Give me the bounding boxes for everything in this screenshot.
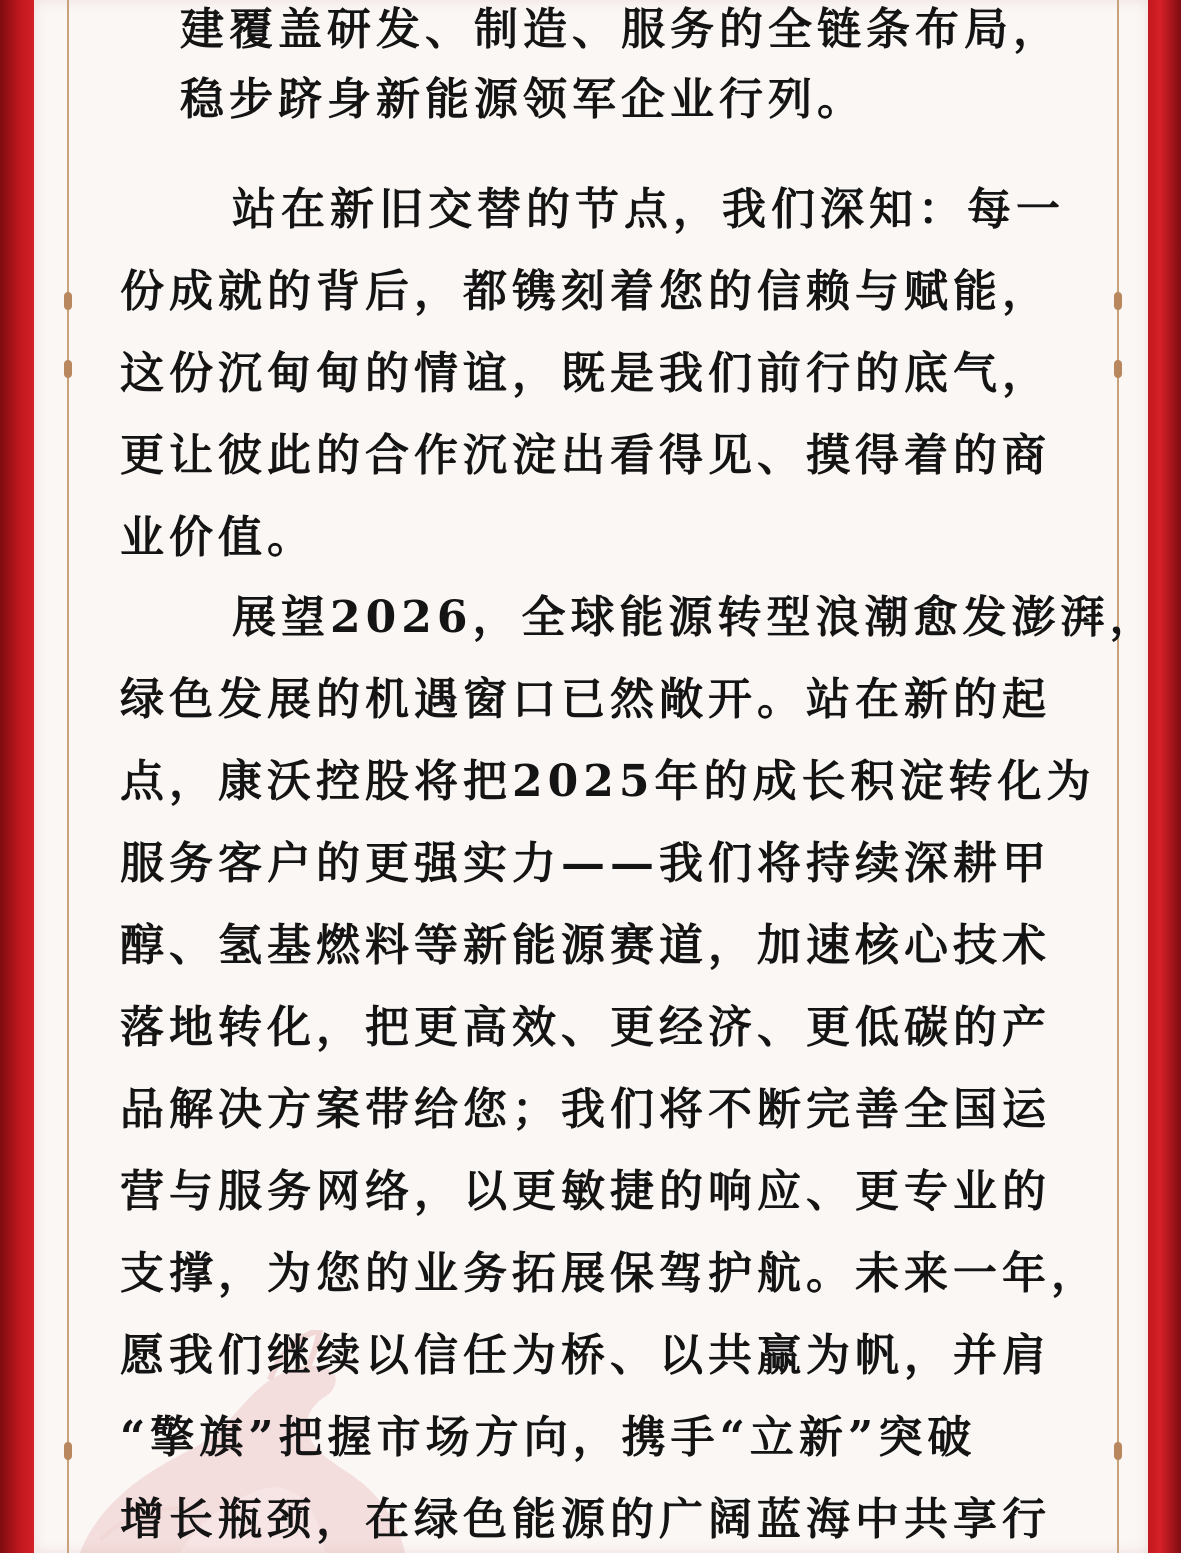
- p3-line-5: 醇、氢基燃料等新能源赛道，加速核心技术: [120, 920, 1051, 971]
- p3-line-2: 绿色发展的机遇窗口已然敞开。站在新的起: [120, 674, 1051, 725]
- ornament-right-mid: [1114, 360, 1122, 378]
- p2-line-2: 份成就的背后，都镌刻着您的信赖与赋能，: [120, 266, 1051, 317]
- ornament-left-upper: [64, 292, 72, 310]
- p3-line-6: 落地转化，把更高效、更经济、更低碳的产: [120, 1002, 1051, 1053]
- p3-line-8: 营与服务网络，以更敏捷的响应、更专业的: [120, 1166, 1051, 1217]
- p3-line-3: 点，康沃控股将把2025年的成长积淀转化为: [120, 756, 1096, 807]
- p3-line-10: 愿我们继续以信任为桥、以共赢为帆，并肩: [120, 1330, 1051, 1381]
- left-gold-rule: [67, 0, 69, 1553]
- p1-line-1: 建覆盖研发、制造、服务的全链条布局，: [180, 4, 1062, 55]
- p3-line-1: 展望2026，全球能源转型浪潮愈发澎湃，: [232, 592, 1159, 643]
- p3-line-4: 服务客户的更强实力——我们将持续深耕甲: [120, 838, 1051, 889]
- p1-line-2: 稳步跻身新能源领军企业行列。: [180, 74, 866, 125]
- p2-line-4: 更让彼此的合作沉淀出看得见、摸得着的商: [120, 430, 1051, 481]
- p3-line-11: “擎旗”把握市场方向，携手“立新”突破: [120, 1412, 977, 1463]
- ornament-right-upper: [1114, 292, 1122, 310]
- right-gold-rule: [1117, 0, 1119, 1553]
- ornament-left-mid: [64, 360, 72, 378]
- p3-line-9: 支撑，为您的业务拓展保驾护航。未来一年，: [120, 1248, 1100, 1299]
- p3-line-12: 增长瓶颈，在绿色能源的广阔蓝海中共享行: [120, 1494, 1051, 1545]
- p2-line-5: 业价值。: [120, 512, 316, 563]
- ornament-right-lower: [1114, 1442, 1122, 1460]
- p2-line-1: 站在新旧交替的节点，我们深知：每一: [232, 184, 1065, 235]
- p3-line-7: 品解决方案带给您；我们将不断完善全国运: [120, 1084, 1051, 1135]
- p2-line-3: 这份沉甸甸的情谊，既是我们前行的底气，: [120, 348, 1051, 399]
